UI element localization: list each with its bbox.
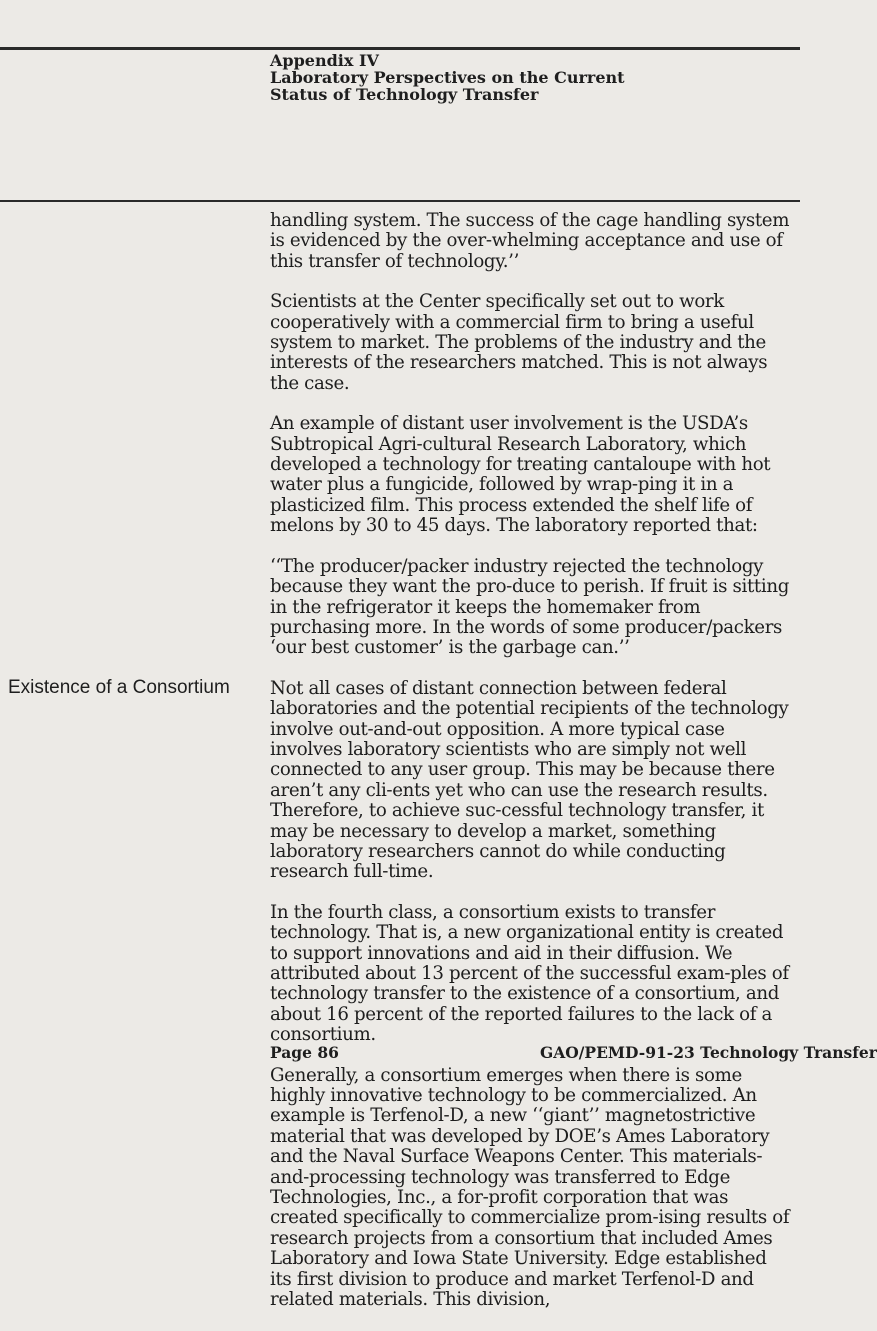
- paragraph: An example of distant user involvement is the USDA’s Subtropical Agri-cultural Research Laboratory, which developed a technology for treating cantaloupe with hot water plus a fungicide, followed by wrap-ping it in a plasticized film. This process extended the shelf life of melons by 30 to 45 days. The laboratory reported that:: [270, 413, 771, 537]
- section-rule: [0, 200, 800, 202]
- appendix-title-line-2: Status of Technology Transfer: [270, 85, 539, 104]
- paragraph: Scientists at the Center specifically set out to work cooperatively with a commercial firm to bring a useful system to market. The problems of the industry and the interests of the researchers matched. This is not always the case.: [270, 291, 768, 394]
- quote-paragraph: ‘‘The producer/packer industry rejected the technology because they want the pro-duce to perish. If fruit is sitting in the refrigerator it keeps the homemaker from purchasing more. In the words of some producer/packers ‘our best customer’ is the garbage can.’’: [270, 555, 790, 659]
- paragraph: In the fourth class, a consortium exists to transfer technology. That is, a new organizational entity is created to support innovations and aid in their diffusion. We attributed about 13 percent of the successful exam-ples of technology transfer to the existence of a consortium, and about 16 percent of the reported failures to the lack of a consortium.: [270, 901, 789, 1046]
- paragraph: Generally, a consortium emerges when there is some highly innovative technology to be commercialized. An example is Terfenol-D, a new ‘‘giant’’ magnetostrictive material that was developed by DOE’s Ames Laboratory and the Naval Surface Weapons Center. This materials-and-processing technology was transferred to Edge Technologies, Inc., a for-profit corporation that was created specifically to commercialize prom-ising results of research projects from a consortium that included Ames Laboratory and Iowa State University. Edge established its first division to produce and market Terfenol-D and related materials. This division,: [270, 1064, 790, 1311]
- appendix-label: Appendix IV: [270, 51, 379, 70]
- body-text: [270, 210, 877, 1331]
- report-id: GAO/PEMD-91-23 Technology Transfer: [540, 1043, 877, 1062]
- sidebar-heading: Existence of a Consortium: [8, 677, 230, 698]
- appendix-title-line-1: Laboratory Perspectives on the Current: [270, 68, 625, 87]
- paragraph: Not all cases of distant connection between federal laboratories and the potential recipients of the technology involve out-and-out opposition. A more typical case involves laboratory scientists who are simply not well connected to any user group. This may be because there aren’t any cli-ents yet who can use the research results. Therefore, to achieve suc-cessful technology transfer, it may be necessary to develop a market, something laboratory researchers cannot do while conducting research full-time.: [270, 677, 789, 883]
- paragraph: handling system. The success of the cage handling system is evidenced by the over-whelming acceptance and use of this transfer of technology.’’: [270, 210, 790, 272]
- page-header: [270, 52, 770, 103]
- page-number: Page 86: [270, 1043, 339, 1062]
- top-rule: [0, 47, 800, 50]
